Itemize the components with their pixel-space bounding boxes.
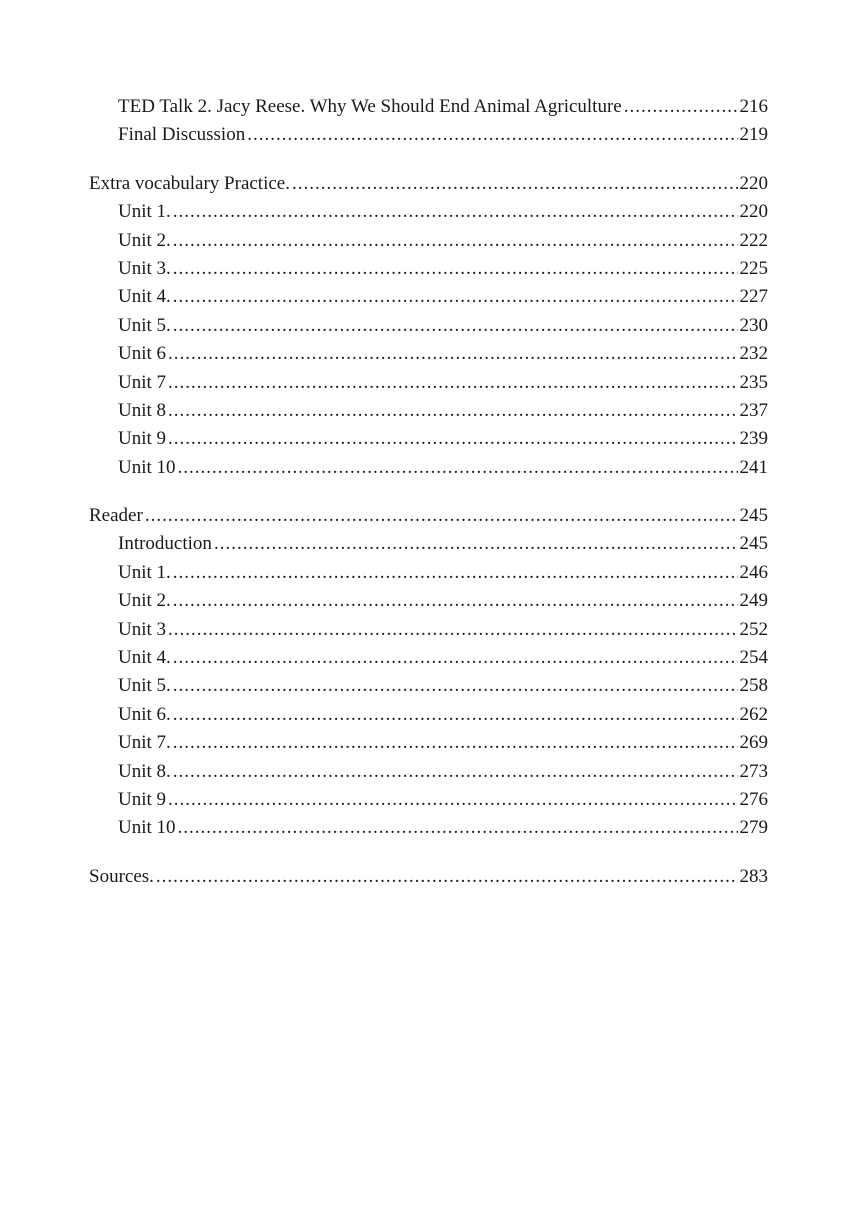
toc-entry-title: Unit 8 <box>118 399 167 421</box>
toc-group-reader <box>89 502 768 843</box>
toc-entry-title: Unit 8. <box>118 760 171 782</box>
toc-entry <box>89 672 768 700</box>
toc-entry-title: TED Talk 2. Jacy Reese. Why We Should End Animal Agriculture <box>118 96 622 117</box>
toc-group-ted-talks <box>89 93 768 150</box>
toc-entry <box>89 93 768 121</box>
toc-section-page: 283 <box>739 865 768 887</box>
dot-leader <box>145 502 738 530</box>
toc-entry-page: 239 <box>739 428 768 450</box>
toc-section-heading <box>89 502 768 530</box>
toc-entry-page: 252 <box>739 618 768 640</box>
dot-leader <box>168 616 737 644</box>
toc-entry-page: 225 <box>739 257 768 279</box>
toc-entry-title: Unit 9 <box>118 428 167 450</box>
toc-entry <box>89 312 768 340</box>
toc-entry-title: Unit 2. <box>118 590 171 612</box>
toc-entry <box>89 397 768 425</box>
toc-group-sources <box>89 863 768 891</box>
toc-entry <box>89 587 768 615</box>
dot-leader <box>173 283 738 311</box>
dot-leader <box>156 863 738 891</box>
toc-entry-title: Unit 6. <box>118 703 171 725</box>
toc-entry <box>89 369 768 397</box>
dot-leader <box>173 587 738 615</box>
toc-entry-page: 232 <box>739 343 768 365</box>
toc-entry <box>89 340 768 368</box>
toc-entry-page: 222 <box>739 229 768 251</box>
toc-section-heading <box>89 170 768 198</box>
dot-leader <box>173 729 738 757</box>
toc-section-heading <box>89 863 768 891</box>
toc-entry-title: Unit 2. <box>118 229 171 251</box>
dot-leader <box>168 369 737 397</box>
dot-leader <box>178 454 738 482</box>
dot-leader <box>173 672 738 700</box>
dot-leader <box>173 701 738 729</box>
toc-entry-title: Final Discussion <box>118 124 246 146</box>
toc-section-title: Reader <box>89 505 143 527</box>
toc-entry-title: Unit 6 <box>118 343 167 365</box>
dot-leader <box>247 121 737 149</box>
toc-entry <box>89 814 768 842</box>
toc-section-page: 245 <box>739 505 768 527</box>
toc-entry <box>89 283 768 311</box>
dot-leader <box>292 170 738 198</box>
toc-entry-page: 246 <box>739 561 768 583</box>
dot-leader <box>178 814 738 842</box>
dot-leader <box>168 340 737 368</box>
dot-leader <box>173 255 738 283</box>
toc-entry-title: Unit 4. <box>118 286 171 308</box>
toc-entry-page: 235 <box>739 371 768 393</box>
toc-entry <box>89 255 768 283</box>
dot-leader <box>173 758 738 786</box>
toc-entry-title: Unit 9 <box>118 788 167 810</box>
dot-leader <box>173 644 738 672</box>
toc-entry-page: 269 <box>739 732 768 754</box>
toc-entry <box>89 425 768 453</box>
toc-entry-page: 273 <box>739 760 768 782</box>
toc-entry-page: 230 <box>739 314 768 336</box>
toc-entry-title: Unit 4. <box>118 647 171 669</box>
toc-entry-page: 219 <box>739 124 768 146</box>
toc-entry <box>89 530 768 558</box>
toc-entry-title: Unit 3 <box>118 618 167 640</box>
dot-leader <box>173 312 738 340</box>
toc-entry-page: 245 <box>739 533 768 555</box>
toc-entry-page: 237 <box>739 399 768 421</box>
toc-entry-page: 262 <box>739 703 768 725</box>
toc-entry-title: Unit 5. <box>118 314 171 336</box>
toc-entry-title: Unit 7. <box>118 732 171 754</box>
toc-entry <box>89 121 768 149</box>
toc-entry <box>89 758 768 786</box>
dot-leader <box>173 227 738 255</box>
dot-leader <box>214 530 738 558</box>
toc-entry <box>89 616 768 644</box>
toc-entry-title: Unit 10 <box>118 817 176 839</box>
dot-leader <box>168 786 737 814</box>
toc-entry-page: 241 <box>739 456 768 478</box>
toc-entry-page: 227 <box>739 286 768 308</box>
toc-entry <box>89 559 768 587</box>
toc-entry-page: 249 <box>739 590 768 612</box>
toc-section-title: Extra vocabulary Practice. <box>89 172 290 194</box>
toc-entry <box>89 644 768 672</box>
toc-entry-page: 254 <box>739 647 768 669</box>
toc-section-title: Sources. <box>89 865 154 887</box>
toc-section-page: 220 <box>739 172 768 194</box>
dot-leader <box>173 559 738 587</box>
toc-entry <box>89 729 768 757</box>
dot-leader <box>173 198 738 226</box>
dot-leader <box>624 93 738 121</box>
toc-entry-page: 216 <box>739 96 768 117</box>
toc-entry-title: Unit 3. <box>118 257 171 279</box>
toc-entry-title: Introduction <box>118 533 212 555</box>
toc-entry-page: 258 <box>739 675 768 697</box>
toc-entry-page: 276 <box>739 788 768 810</box>
toc-entry <box>89 227 768 255</box>
toc-entry-title: Unit 10 <box>118 456 176 478</box>
toc-entry-page: 220 <box>739 201 768 223</box>
dot-leader <box>168 425 737 453</box>
toc-entry-title: Unit 5. <box>118 675 171 697</box>
toc-entry-title: Unit 1. <box>118 561 171 583</box>
table-of-contents <box>89 93 768 911</box>
dot-leader <box>168 397 737 425</box>
toc-entry-title: Unit 1. <box>118 201 171 223</box>
toc-entry <box>89 454 768 482</box>
toc-entry <box>89 701 768 729</box>
toc-entry <box>89 786 768 814</box>
toc-entry-page: 279 <box>739 817 768 839</box>
toc-entry <box>89 198 768 226</box>
toc-entry-title: Unit 7 <box>118 371 167 393</box>
toc-group-extra-vocabulary <box>89 170 768 482</box>
